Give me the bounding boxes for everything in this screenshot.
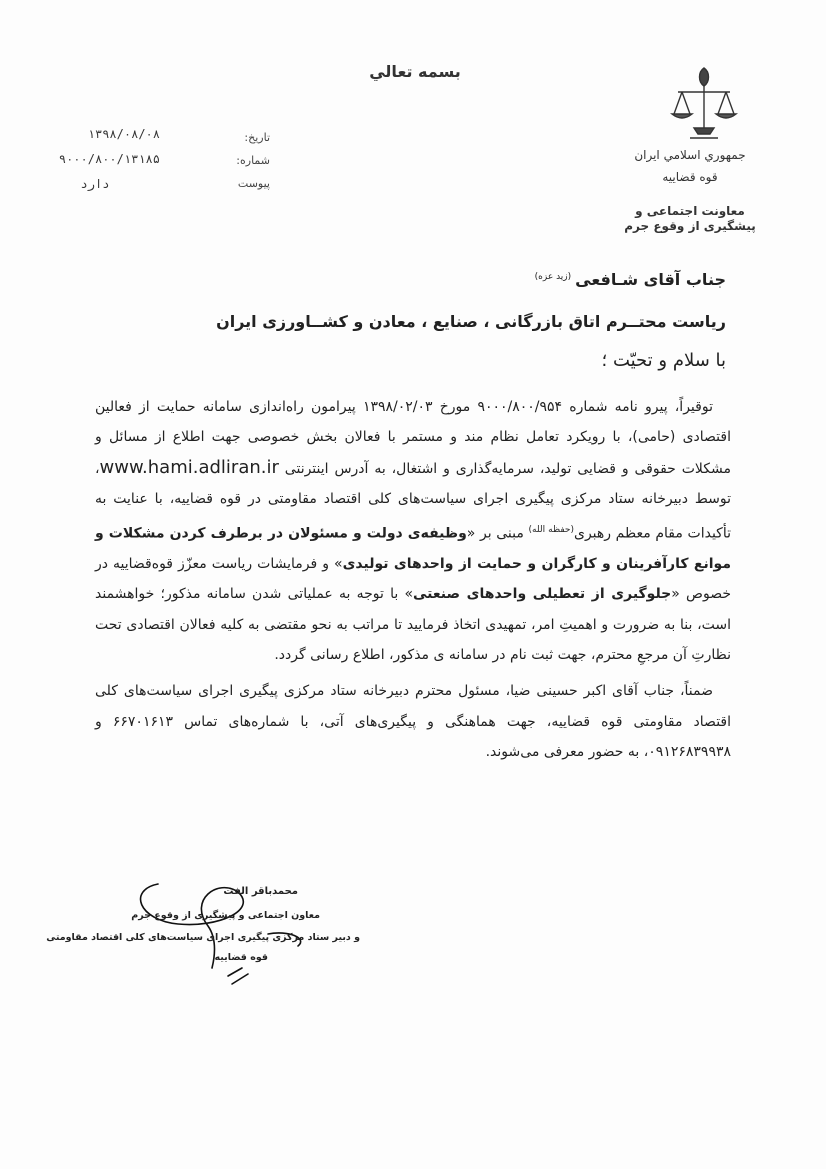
org-department-line2: پیشگیری از وقوع جرم bbox=[624, 219, 756, 233]
signatory-title-1: معاون اجتماعی و پیشگیری از وقوع جرم bbox=[131, 910, 320, 921]
body-text: مبنی بر « bbox=[466, 525, 529, 542]
letter-meta-values bbox=[30, 122, 160, 197]
body-text: » با توجه به عملیاتی شدن سامانه مذکور؛ خواهشمند است، بنا به ضرورت و اهمیتِ امر، تمهیدی اتخاذ فرمایید تا مراتب به نحو مقتضی به کلیه فعالان اقتصادی تحت نظارتِ آن مرجعِ محترم، جهت ثبت نام در سامانه ی مذکور، اطلاع رسانی گردد. bbox=[95, 586, 731, 663]
signatory-title-3: قوه قضاییه bbox=[214, 952, 268, 963]
date-value: ۱۳۹۸/۰۸/۰۸ bbox=[87, 127, 160, 141]
body-text: » و فرمایشات ریاست معزّز قوه‌قضاییه در خصوص « bbox=[95, 555, 731, 603]
letter-body bbox=[95, 392, 731, 768]
body-bold-quote-2: جلوگیری از تعطیلی واحدهای صنعتی bbox=[413, 586, 672, 603]
org-department-line1: معاونت اجتماعی و bbox=[635, 204, 745, 218]
letter-meta-labels bbox=[200, 126, 270, 195]
judiciary-emblem-icon bbox=[668, 62, 740, 146]
recipient-title: ریاست محتــرم اتاق بازرگانی ، صنایع ، معادن و کشــاورزی ایران bbox=[216, 312, 726, 331]
body-paragraph-2: ضمناً، جناب آقای اکبر حسینی ضیا، مسئول محترم دبیرخانه ستاد مرکزی پیگیری اجرای سیاست‌های کلی اقتصاد مقاومتی قوه قضاییه، جهت هماهنگی و پیگیری‌های آتی، با شماره‌های تماس ۶۶۷۰۱۶۱۳ و ۰۹۱۲۶۸۳۹۹۳۸، به حضور معرفی می‌شوند. bbox=[95, 683, 732, 761]
body-text: ، توسط دبیرخانه ستاد مرکزی پیگیری اجرای سیاست‌های کلی اقتصاد مقاومتی در قوه قضاییه، با عنایت به تأکیدات مقام معظم رهبری bbox=[95, 460, 731, 542]
greeting: با سلام و تحیّت ؛ bbox=[601, 350, 726, 371]
signatory-name: محمدباقر الفت bbox=[223, 886, 298, 897]
basmala-heading: بسمه تعالي bbox=[369, 62, 461, 81]
addressee-honorific: (زید عزه) bbox=[534, 271, 572, 282]
org-name-country: جمهوري اسلامي ايران bbox=[634, 148, 746, 162]
signatory-title-2: و دبیر ستاد مرکزی پیگیری اجرای سیاست‌های کلی اقتصاد مقاومتی bbox=[46, 932, 360, 943]
org-name-judiciary: قوه قضاييه bbox=[662, 170, 718, 184]
body-text: توقیراً، پیرو نامه شماره ۹۰۰۰/۸۰۰/۹۵۴ مورخ ۱۳۹۸/۰۲/۰۳ پیرامون راه‌اندازی سامانه حمایت از فعالین اقتصادی (حامی)، با رویکرد تعامل نظام مند و مستمر با فعالان بخش خصوصی جهت اطلاع از مسائل و مشکلات حقوقی و قضایی تولید، سرمایه‌گذاری و اشتغال، به آدرس اینترنتی bbox=[95, 399, 731, 477]
honorific-superscript: (حفظه الله) bbox=[528, 524, 574, 535]
addressee-line bbox=[535, 270, 726, 289]
date-label: تاریخ: bbox=[244, 131, 270, 144]
body-bold-quote-1: وظیفه‌ی دولت و مسئولان در برطرف کردن مشکلات و موانع کارآفرینان و کارگران و حمایت از واحدهای تولیدی bbox=[95, 525, 731, 572]
body-paragraph-1 bbox=[95, 392, 731, 670]
website-url: www.hami.adliran.ir bbox=[99, 456, 279, 478]
addressee-name: جناب آقای شـافعی bbox=[575, 270, 726, 289]
attachment-value: دارد bbox=[80, 177, 110, 191]
attachment-label: پیوست bbox=[237, 177, 270, 190]
number-label: شماره: bbox=[236, 154, 270, 167]
org-department bbox=[590, 204, 790, 234]
number-value: ۹۰۰۰/۸۰۰/۱۳۱۸۵ bbox=[58, 152, 160, 166]
signature-block bbox=[46, 880, 378, 990]
